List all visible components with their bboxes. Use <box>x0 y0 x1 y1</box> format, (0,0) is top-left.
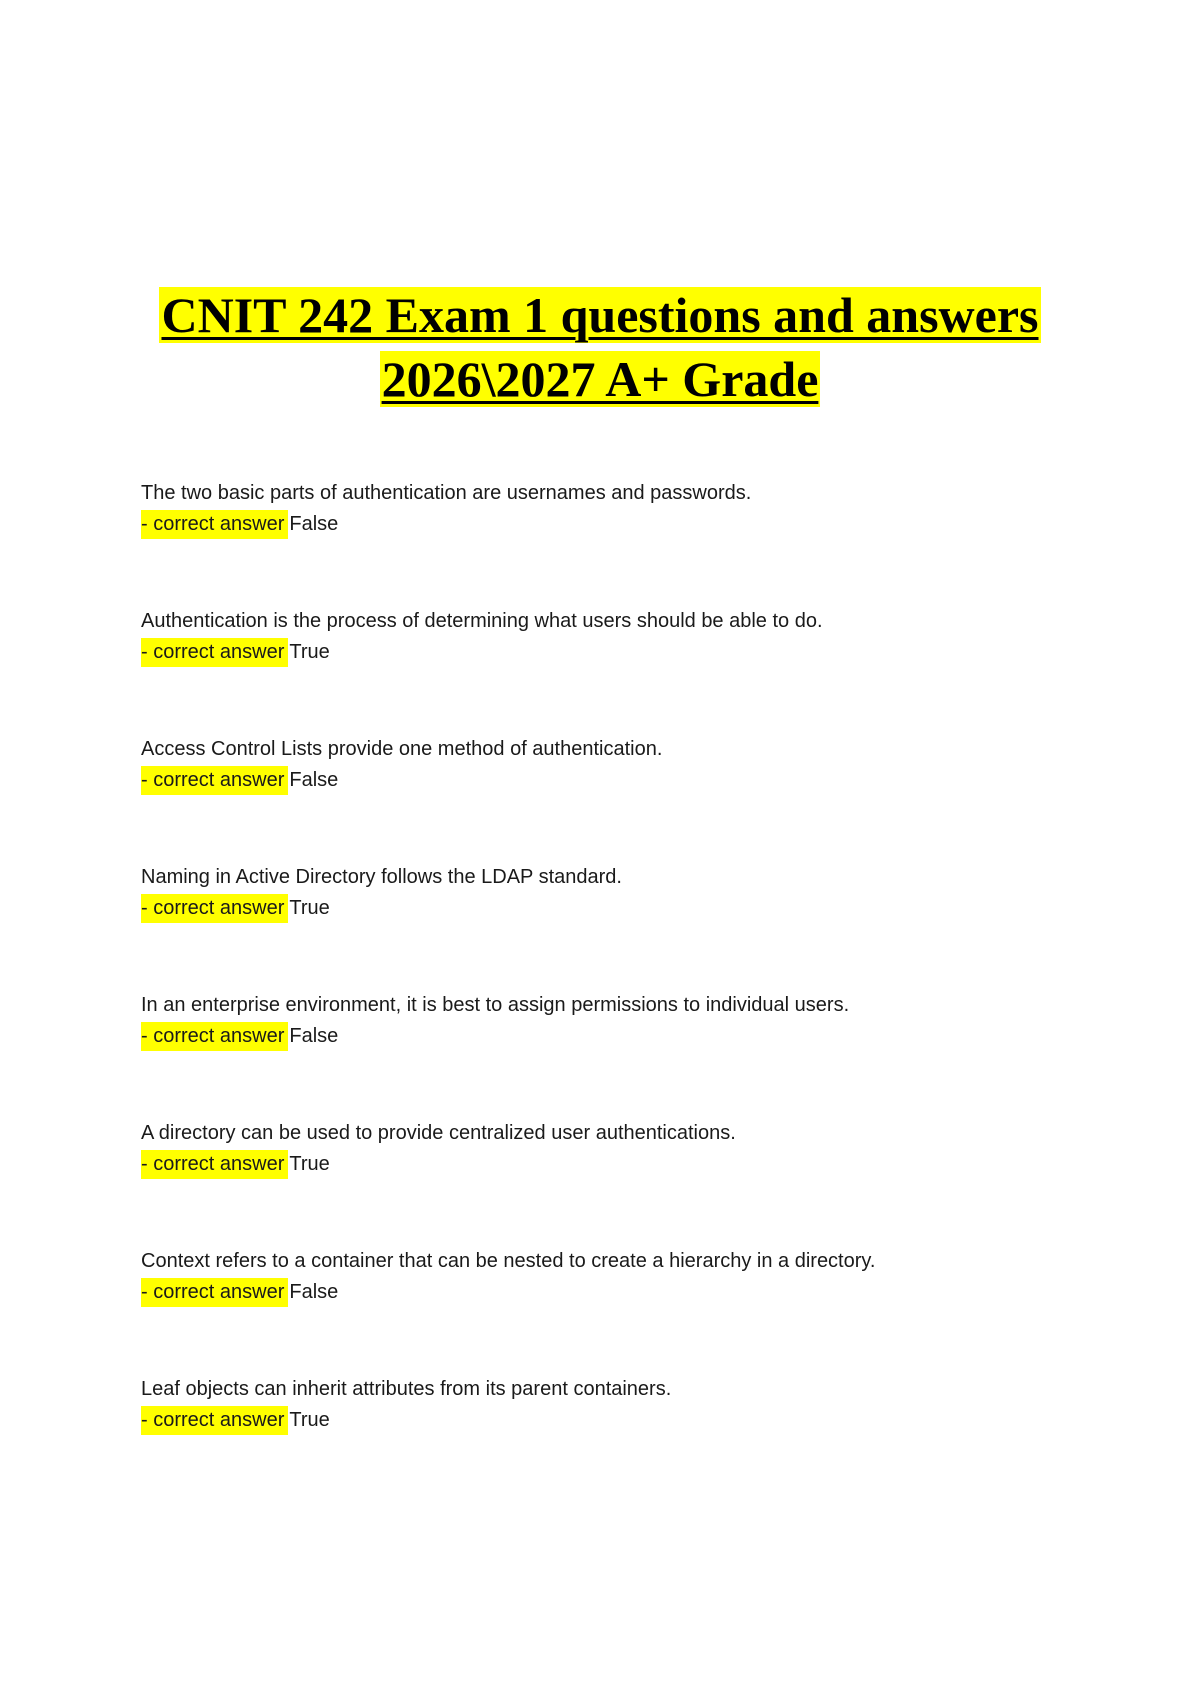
title-line-1 <box>0 283 1200 347</box>
question-text: Access Control Lists provide one method of authentication. <box>141 738 663 760</box>
answer-line <box>141 764 1101 796</box>
question-item <box>141 1118 1101 1246</box>
title-line-2 <box>0 347 1200 411</box>
answer-label-highlight: - correct answer <box>141 1150 288 1179</box>
question-text: In an enterprise environment, it is best to assign permissions to individual users. <box>141 994 850 1016</box>
answer-value: True <box>289 1409 330 1431</box>
answer-label-highlight: - correct answer <box>141 894 288 923</box>
answer-value: True <box>289 897 330 919</box>
question-item <box>141 734 1101 862</box>
answer-line <box>141 1276 1101 1308</box>
answer-label-highlight: - correct answer <box>141 1278 288 1307</box>
answer-line <box>141 636 1101 668</box>
question-item <box>141 862 1101 990</box>
question-text: Context refers to a container that can be nested to create a hierarchy in a directory. <box>141 1250 876 1272</box>
answer-label-highlight: - correct answer <box>141 1022 288 1051</box>
answer-line <box>141 1020 1101 1052</box>
answer-label-highlight: - correct answer <box>141 638 288 667</box>
document-title <box>0 283 1200 411</box>
answer-value: True <box>289 1153 330 1175</box>
question-text: The two basic parts of authentication are usernames and passwords. <box>141 482 752 504</box>
answer-value: True <box>289 641 330 663</box>
question-text: Naming in Active Directory follows the LDAP standard. <box>141 866 622 888</box>
question-item <box>141 606 1101 734</box>
answer-label-highlight: - correct answer <box>141 1406 288 1435</box>
title-line-2-text: 2026\2027 A+ Grade <box>381 351 819 407</box>
question-list <box>141 478 1101 1502</box>
question-item <box>141 1246 1101 1374</box>
question-text: A directory can be used to provide centralized user authentications. <box>141 1122 736 1144</box>
answer-value: False <box>289 769 339 791</box>
question-item <box>141 478 1101 606</box>
answer-line <box>141 508 1101 540</box>
answer-value: False <box>289 1025 339 1047</box>
question-item <box>141 1374 1101 1502</box>
title-line-1-text: CNIT 242 Exam 1 questions and answers <box>161 287 1039 343</box>
answer-label-highlight: - correct answer <box>141 766 288 795</box>
question-text: Authentication is the process of determining what users should be able to do. <box>141 610 823 632</box>
question-text: Leaf objects can inherit attributes from its parent containers. <box>141 1378 672 1400</box>
answer-line <box>141 892 1101 924</box>
answer-value: False <box>289 513 339 535</box>
question-item <box>141 990 1101 1118</box>
answer-value: False <box>289 1281 339 1303</box>
answer-line <box>141 1404 1101 1436</box>
answer-line <box>141 1148 1101 1180</box>
answer-label-highlight: - correct answer <box>141 510 288 539</box>
